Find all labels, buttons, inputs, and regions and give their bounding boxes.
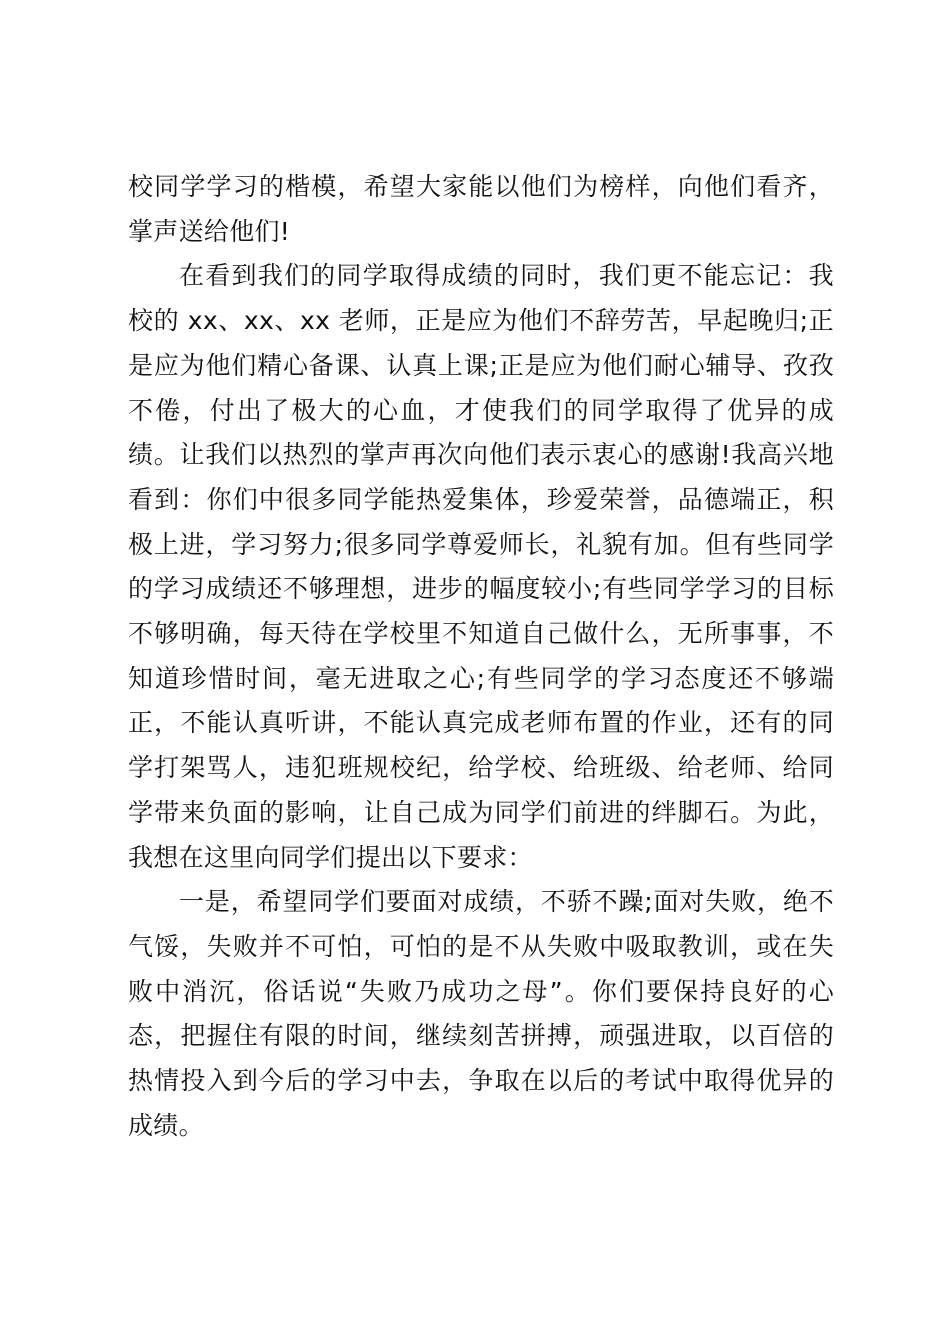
- paragraph-continuation: 校同学学习的楷模，希望大家能以他们为榜样，向他们看齐，掌声送给他们!: [128, 172, 834, 246]
- paragraph-teachers-thanks: 在看到我们的同学取得成绩的同时，我们更不能忘记：我校的 xx、xx、xx 老师，正是应为他们不辞劳苦，早起晚归;正是应为他们精心备课、认真上课;正是应为他们耐心辅导、孜孜不倦，付出了极大的心血，才使我们的同学取得了优异的成绩。让我们以热烈的掌声再次向他们表示衷心的感谢!我高兴地看到：你们中很多同学能热爱集体，珍爱荣誉，品德端正，积极上进，学习努力;很多同学尊爱师长，礼貌有加。但有些同学的学习成绩还不够理想，进步的幅度较小;有些同学学习的目标不够明确，每天待在学校里不知道自己做什么，无所事事，不知道珍惜时间，毫无进取之心;有些同学的学习态度还不够端正，不能认真听讲，不能认真完成老师布置的作业，还有的同学打架骂人，违犯班规校纪，给学校、给班级、给老师、给同学带来负面的影响，让自己成为同学们前进的绊脚石。为此，我想在这里向同学们提出以下要求：: [128, 261, 834, 872]
- paragraph-requirement-one: 一是，希望同学们要面对成绩，不骄不躁;面对失败，绝不气馁，失败并不可怕，可怕的是不从失败中吸取教训，或在失败中消沉，俗话说“失败乃成功之母”。你们要保持良好的心态，把握住有限的时间，继续刻苦拼搏，顽强进取，以百倍的热情投入到今后的学习中去，争取在以后的考试中取得优异的成绩。: [128, 887, 834, 1140]
- document-body: [128, 165, 834, 1148]
